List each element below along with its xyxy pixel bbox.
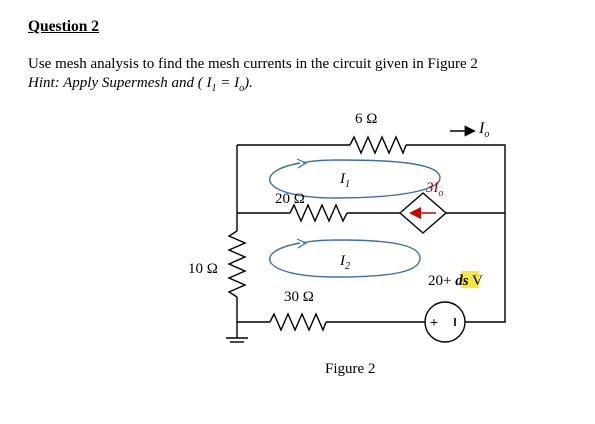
voltage-source-plus: +	[430, 316, 438, 331]
hint-prefix: Hint: Apply Supermesh and	[28, 75, 194, 91]
ground-icon	[226, 338, 248, 342]
top-wire	[237, 137, 505, 322]
question-instruction: Use mesh analysis to find the mesh currents in the circuit given in Figure 2	[28, 56, 478, 72]
resistor-20-ohm	[290, 205, 347, 221]
mesh2-sub: 2	[345, 261, 350, 272]
dependent-current-source	[400, 193, 446, 233]
label-dep-source	[425, 180, 444, 199]
v-prefix: 20+	[428, 273, 456, 289]
v-unit: V	[468, 273, 483, 289]
label-v-source	[428, 273, 483, 289]
hint-sub1: 1	[211, 83, 217, 94]
resistor-10-ohm	[229, 231, 245, 297]
mesh2-main: I	[340, 253, 345, 269]
hint-eq: = I	[216, 75, 240, 91]
label-r-left: 10 Ω	[188, 261, 218, 277]
label-r-mid: 20 Ω	[275, 191, 305, 207]
label-r-top: 6 Ω	[355, 111, 378, 127]
v-highlight: ds	[455, 273, 469, 289]
io-sub: o	[484, 129, 490, 140]
hint-relation: ( I	[197, 75, 212, 91]
bottom-wire	[237, 314, 425, 330]
hint-subo: o	[239, 83, 245, 94]
question-heading: Question 2	[28, 18, 100, 35]
mesh1-main: I	[340, 171, 345, 187]
dep-coef: 3I	[426, 180, 439, 196]
io-main: I	[479, 120, 485, 137]
dep-sub: o	[438, 188, 444, 199]
label-mesh2	[339, 253, 350, 272]
figure-caption: Figure 2	[325, 361, 376, 377]
label-r-bottom: 30 Ω	[284, 289, 314, 305]
label-io	[478, 120, 489, 140]
middle-wire	[237, 205, 505, 221]
left-wire	[229, 145, 245, 338]
hint-end: ).	[244, 75, 253, 91]
label-mesh1	[339, 171, 350, 190]
resistor-30-ohm	[270, 314, 326, 330]
mesh1-sub: 1	[345, 179, 350, 190]
resistor-6-ohm	[350, 137, 406, 153]
